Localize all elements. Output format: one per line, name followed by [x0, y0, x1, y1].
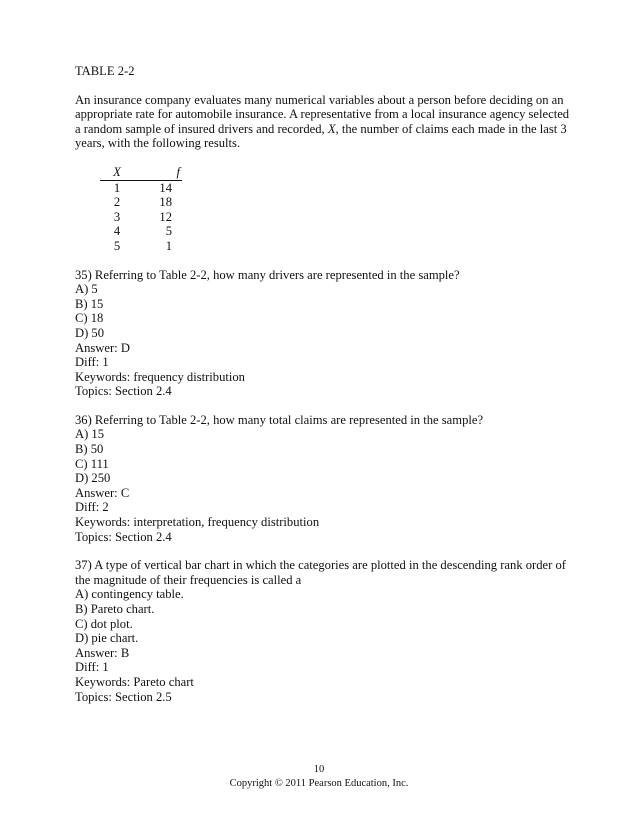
option-b: B) 50 [75, 442, 104, 457]
variable-x: X [327, 121, 336, 136]
cell-f: 1 [165, 238, 172, 253]
option-d: D) 50 [75, 325, 105, 340]
table-header-row [100, 165, 182, 180]
question-36 [75, 413, 575, 544]
option-a: A) 5 [75, 282, 98, 297]
question-37 [75, 558, 575, 704]
topics-line: Topics: Section 2.5 [75, 689, 172, 704]
table-row [100, 239, 182, 254]
answer-line: Answer: B [75, 645, 130, 660]
intro-text-start: An insurance company evaluates many numerical variables about a person before deciding on an appropriate rate for automobile insurance. A representative from a local insurance agency selected a random sample of insured drivers and recorded, [75, 92, 570, 136]
topics-line: Topics: Section 2.4 [75, 529, 172, 544]
option-b: B) 15 [75, 296, 104, 311]
topics-line: Topics: Section 2.4 [75, 384, 172, 399]
cell-f: 18 [159, 195, 172, 210]
cell-f: 12 [159, 209, 172, 224]
cell-f: 14 [159, 180, 172, 195]
intro-paragraph [75, 93, 575, 151]
table-row [100, 180, 182, 195]
header-f: f [134, 165, 182, 180]
answer-line: Answer: D [75, 340, 130, 355]
cell-x: 5 [113, 238, 121, 253]
answer-line: Answer: C [75, 485, 130, 500]
frequency-table [100, 165, 182, 254]
question-stem: 35) Referring to Table 2-2, how many drivers are represented in the sample? [75, 267, 460, 282]
cell-x: 4 [113, 224, 121, 239]
option-b: B) Pareto chart. [75, 602, 155, 616]
option-a: A) contingency table. [75, 587, 184, 602]
keywords-line: Keywords: frequency distribution [75, 369, 245, 384]
header-x: X [100, 165, 134, 180]
cell-x: 1 [113, 180, 121, 195]
cell-x: 2 [113, 195, 121, 210]
difficulty-line: Diff: 1 [75, 355, 109, 370]
question-stem: 36) Referring to Table 2-2, how many total claims are represented in the sample? [75, 412, 484, 427]
document-page [75, 64, 575, 704]
difficulty-line: Diff: 1 [75, 660, 109, 675]
cell-x: 3 [113, 209, 121, 224]
table-row [100, 210, 182, 225]
table-row [100, 224, 182, 239]
option-c: C) 18 [75, 311, 104, 326]
option-c: C) dot plot. [75, 616, 133, 631]
option-c: C) 111 [75, 456, 109, 471]
option-a: A) 15 [75, 427, 105, 442]
option-d: D) 250 [75, 471, 111, 486]
page-number: 10 [313, 764, 325, 775]
table-title: TABLE 2-2 [75, 64, 135, 78]
copyright-notice: Copyright © 2011 Pearson Education, Inc. [229, 778, 409, 789]
question-35 [75, 268, 575, 399]
difficulty-line: Diff: 2 [75, 500, 109, 515]
keywords-line: Keywords: Pareto chart [75, 674, 194, 689]
cell-f: 5 [165, 224, 172, 239]
question-stem: 37) A type of vertical bar chart in which the categories are plotted in the descending rank order of the magnitude of their frequencies is called a [75, 558, 566, 587]
option-d: D) pie chart. [75, 631, 139, 646]
keywords-line: Keywords: interpretation, frequency distribution [75, 515, 320, 530]
intro-text-end: , the number of claims each made in the last 3 years, with the following results. [75, 121, 567, 151]
table-row [100, 195, 182, 210]
